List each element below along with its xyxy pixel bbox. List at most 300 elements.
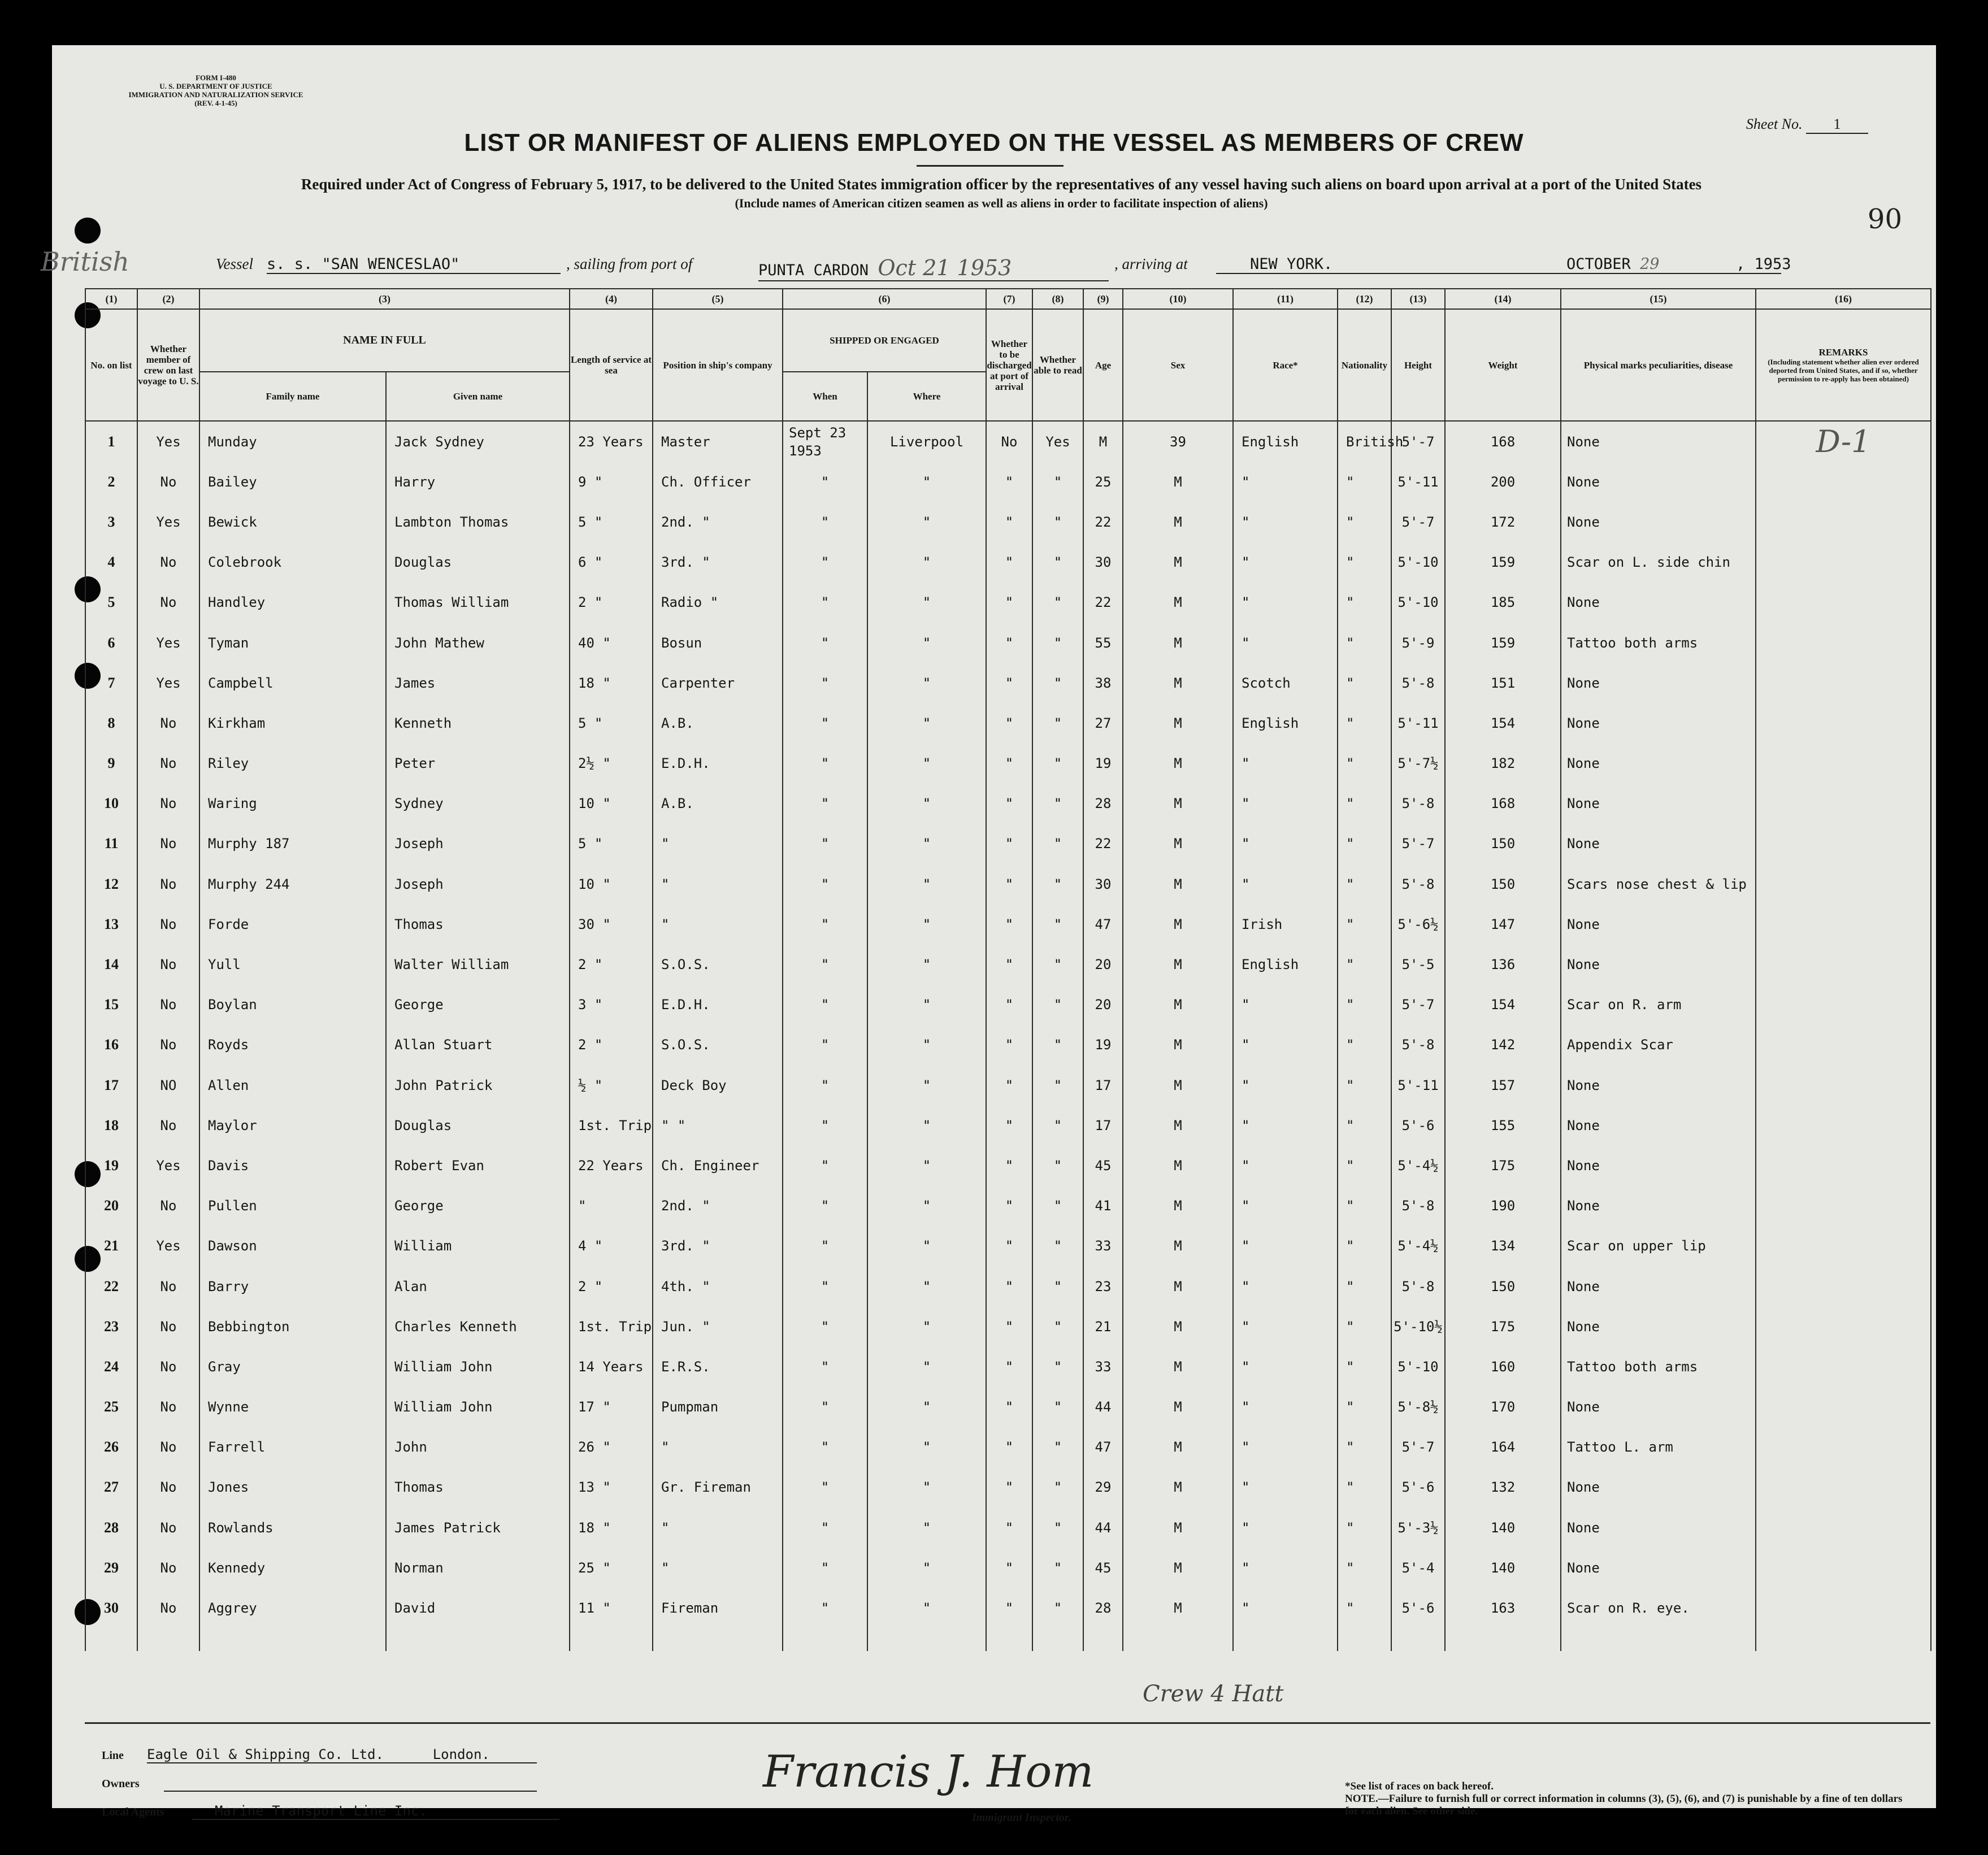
physical-marks: Scar on upper lip [1561, 1226, 1756, 1266]
sex: M [1123, 1588, 1233, 1628]
inspector-action [1756, 1548, 1931, 1588]
vessel-label: Vessel [216, 255, 253, 272]
form-service: IMMIGRATION AND NATURALIZATION SERVICE [128, 90, 303, 99]
nationality: " [1338, 623, 1391, 663]
remarks-note: (Including statement whether alien ever ordered deported from United States, and if so, whether permission to re-apply has been obtained) [1768, 358, 1919, 383]
weight: 200 [1445, 462, 1561, 502]
discharged: " [986, 944, 1032, 984]
table-row [85, 703, 1931, 743]
height: 5'-5 [1391, 944, 1445, 984]
shipped-where: " [867, 1226, 986, 1266]
sex: M [1123, 1346, 1233, 1387]
last-voyage: No [137, 744, 199, 784]
family-name: Kennedy [199, 1548, 386, 1588]
height: 5'-8 [1391, 864, 1445, 904]
able-to-read: " [1032, 663, 1083, 703]
header-nationality: Nationality [1338, 309, 1391, 421]
row-number: 12 [85, 864, 137, 904]
sex: M [1123, 1387, 1233, 1427]
height: 5'-11 [1391, 1065, 1445, 1105]
given-name: John Patrick [386, 1065, 570, 1105]
weight: 154 [1445, 985, 1561, 1025]
last-voyage: No [137, 1025, 199, 1065]
shipped-where: " [867, 1588, 986, 1628]
position: Carpenter [653, 663, 783, 703]
position: Ch. Engineer [653, 1145, 783, 1185]
weight: 140 [1445, 1508, 1561, 1548]
shipped-where: " [867, 1266, 986, 1306]
given-name: Douglas [386, 1105, 570, 1145]
inspector-action [1756, 864, 1931, 904]
physical-marks: None [1561, 1387, 1756, 1427]
able-to-read: " [1032, 904, 1083, 944]
family-name: Forde [199, 904, 386, 944]
height: 5'-4½ [1391, 1226, 1445, 1266]
length-of-service: 18 " [570, 1508, 653, 1548]
col-num-2: (2) [137, 289, 199, 309]
discharged: " [986, 583, 1032, 623]
header-sex: Sex [1123, 309, 1233, 421]
able-to-read: " [1032, 1467, 1083, 1508]
table-row [85, 1306, 1931, 1346]
weight: 159 [1445, 623, 1561, 663]
length-of-service: 2½ " [570, 744, 653, 784]
last-voyage: No [137, 1548, 199, 1588]
given-name: Allan Stuart [386, 1025, 570, 1065]
weight: 142 [1445, 1025, 1561, 1065]
race: English [1233, 944, 1338, 984]
given-name: Joseph [386, 824, 570, 864]
height: 5'-10 [1391, 542, 1445, 583]
able-to-read: " [1032, 744, 1083, 784]
discharged: " [986, 1548, 1032, 1588]
shipped-where: Liverpool [867, 421, 986, 462]
table-row [85, 623, 1931, 663]
able-to-read: " [1032, 1306, 1083, 1346]
table-row [85, 1025, 1931, 1065]
row-number: 9 [85, 744, 137, 784]
weight: 136 [1445, 944, 1561, 984]
nationality: " [1338, 904, 1391, 944]
sex: M [1123, 1427, 1233, 1467]
sheet-label: Sheet No. [1746, 116, 1803, 132]
sex: M [1123, 784, 1233, 824]
physical-marks: None [1561, 462, 1756, 502]
age: 47 [1083, 1427, 1123, 1467]
height: 5'-8 [1391, 1186, 1445, 1226]
row-number: 25 [85, 1387, 137, 1427]
shipped-where: " [867, 542, 986, 583]
row-number: 14 [85, 944, 137, 984]
length-of-service: 30 " [570, 904, 653, 944]
blank-cell [199, 1628, 386, 1651]
page-title: LIST OR MANIFEST OF ALIENS EMPLOYED ON THE VESSEL AS MEMBERS OF CREW [464, 129, 1524, 157]
inspector-action [1756, 1588, 1931, 1628]
table-row [85, 1548, 1931, 1588]
position: " " [653, 1105, 783, 1145]
able-to-read: " [1032, 784, 1083, 824]
age: 29 [1083, 1467, 1123, 1508]
shipped-where: " [867, 1306, 986, 1346]
family-name: Colebrook [199, 542, 386, 583]
given-name: George [386, 985, 570, 1025]
sex: M [1123, 1467, 1233, 1508]
last-voyage: No [137, 864, 199, 904]
inspector-signature: Francis J. Hom [763, 1747, 1094, 1797]
age: 30 [1083, 864, 1123, 904]
able-to-read: " [1032, 944, 1083, 984]
header-where: Where [867, 372, 986, 421]
age: 44 [1083, 1387, 1123, 1427]
race: " [1233, 744, 1338, 784]
given-name: Harry [386, 462, 570, 502]
given-name: John Mathew [386, 623, 570, 663]
discharged: " [986, 1105, 1032, 1145]
age: 41 [1083, 1186, 1123, 1226]
length-of-service: 3 " [570, 985, 653, 1025]
weight: 175 [1445, 1145, 1561, 1185]
given-name: George [386, 1186, 570, 1226]
given-name: Jack Sydney [386, 421, 570, 462]
given-name: William [386, 1226, 570, 1266]
header-name-in-full: NAME IN FULL [199, 309, 570, 372]
owners-line [164, 1775, 537, 1792]
shipped-where: " [867, 1145, 986, 1185]
sex: M [1123, 1105, 1233, 1145]
inspector-label: Immigrant Inspector. [972, 1811, 1071, 1824]
punch-hole [75, 218, 101, 244]
row-number: 1 [85, 421, 137, 462]
remarks-title: REMARKS [1818, 347, 1868, 358]
sex: M [1123, 663, 1233, 703]
physical-marks: None [1561, 1467, 1756, 1508]
discharged: " [986, 1266, 1032, 1306]
family-name: Riley [199, 744, 386, 784]
family-name: Royds [199, 1025, 386, 1065]
shipped-when: Sept 23 1953 [783, 421, 867, 462]
sex: M [1123, 1226, 1233, 1266]
height: 5'-6½ [1391, 904, 1445, 944]
shipped-when: " [783, 1025, 867, 1065]
height: 5'-6 [1391, 1105, 1445, 1145]
able-to-read: " [1032, 1105, 1083, 1145]
table-row [85, 1186, 1931, 1226]
discharged: " [986, 744, 1032, 784]
port-text: PUNTA CARDON [758, 262, 869, 279]
age: M [1083, 421, 1123, 462]
physical-marks: None [1561, 784, 1756, 824]
nationality: " [1338, 1306, 1391, 1346]
last-voyage: No [137, 784, 199, 824]
inspector-action [1756, 1467, 1931, 1508]
family-name: Jones [199, 1467, 386, 1508]
height: 5'-7 [1391, 824, 1445, 864]
age: 19 [1083, 1025, 1123, 1065]
nationality: " [1338, 1145, 1391, 1185]
sheet-value: 1 [1806, 116, 1868, 134]
able-to-read: " [1032, 1387, 1083, 1427]
row-number: 18 [85, 1105, 137, 1145]
col-num-9: (9) [1083, 289, 1123, 309]
table-row [85, 583, 1931, 623]
table-row [85, 1387, 1931, 1427]
discharged: " [986, 784, 1032, 824]
last-voyage: Yes [137, 663, 199, 703]
race: Scotch [1233, 663, 1338, 703]
row-number: 17 [85, 1065, 137, 1105]
length-of-service: 5 " [570, 824, 653, 864]
height: 5'-11 [1391, 703, 1445, 743]
sex: M [1123, 1145, 1233, 1185]
length-of-service: 10 " [570, 784, 653, 824]
shipped-where: " [867, 864, 986, 904]
weight: 147 [1445, 904, 1561, 944]
height: 5'-10½ [1391, 1306, 1445, 1346]
handwritten-crew-note: Crew 4 Hatt [1143, 1681, 1284, 1707]
sex: M [1123, 824, 1233, 864]
inspector-action [1756, 1186, 1931, 1226]
given-name: Robert Evan [386, 1145, 570, 1185]
weight: 151 [1445, 663, 1561, 703]
col-num-4: (4) [570, 289, 653, 309]
row-number: 29 [85, 1548, 137, 1588]
inspector-action [1756, 1306, 1931, 1346]
col-num-16: (16) [1756, 289, 1931, 309]
shipped-where: " [867, 904, 986, 944]
sex: M [1123, 744, 1233, 784]
able-to-read: " [1032, 542, 1083, 583]
race: " [1233, 1306, 1338, 1346]
discharged: " [986, 663, 1032, 703]
last-voyage: No [137, 1266, 199, 1306]
discharged: " [986, 1467, 1032, 1508]
able-to-read: " [1032, 502, 1083, 542]
position: E.D.H. [653, 744, 783, 784]
position: Ch. Officer [653, 462, 783, 502]
given-name: James Patrick [386, 1508, 570, 1548]
race: " [1233, 985, 1338, 1025]
height: 5'-3½ [1391, 1508, 1445, 1548]
shipped-where: " [867, 784, 986, 824]
given-name: Douglas [386, 542, 570, 583]
length-of-service: 22 Years [570, 1145, 653, 1185]
shipped-when: " [783, 1306, 867, 1346]
last-voyage: No [137, 1387, 199, 1427]
able-to-read: " [1032, 462, 1083, 502]
position: " [653, 904, 783, 944]
age: 19 [1083, 744, 1123, 784]
discharged: No [986, 421, 1032, 462]
row-number: 19 [85, 1145, 137, 1185]
shipped-where: " [867, 944, 986, 984]
blank-cell [85, 1628, 137, 1651]
nationality: " [1338, 944, 1391, 984]
discharged: " [986, 1306, 1032, 1346]
row-number: 3 [85, 502, 137, 542]
physical-marks: Tattoo both arms [1561, 623, 1756, 663]
physical-marks: Scar on R. arm [1561, 985, 1756, 1025]
table-row [85, 663, 1931, 703]
row-number: 2 [85, 462, 137, 502]
nationality: " [1338, 542, 1391, 583]
family-name: Dawson [199, 1226, 386, 1266]
length-of-service: 2 " [570, 944, 653, 984]
blank-cell [986, 1628, 1032, 1651]
header-when: When [783, 372, 867, 421]
discharged: " [986, 1508, 1032, 1548]
last-voyage: No [137, 1186, 199, 1226]
shipped-where: " [867, 462, 986, 502]
header-family-name: Family name [199, 372, 386, 421]
nationality: " [1338, 1387, 1391, 1427]
last-voyage: No [137, 824, 199, 864]
physical-marks: None [1561, 421, 1756, 462]
col-num-6: (6) [783, 289, 986, 309]
race: " [1233, 1186, 1338, 1226]
nationality: " [1338, 1346, 1391, 1387]
inspector-action [1756, 542, 1931, 583]
shipped-when: " [783, 1186, 867, 1226]
sex: M [1123, 1065, 1233, 1105]
footer [85, 1722, 1930, 1824]
position: Jun. " [653, 1306, 783, 1346]
agents-label: Local Agents [102, 1806, 164, 1818]
physical-marks: Scars nose chest & lip [1561, 864, 1756, 904]
nationality: " [1338, 1588, 1391, 1628]
position: S.O.S. [653, 1025, 783, 1065]
col-num-15: (15) [1561, 289, 1756, 309]
footer-owners [102, 1775, 554, 1791]
subtitle-instruction: (Include names of American citizen seamen as well as aliens in order to facilitate inspection of aliens) [735, 196, 1268, 210]
form-identifier [75, 73, 357, 107]
col-num-13: (13) [1391, 289, 1445, 309]
given-name: Walter William [386, 944, 570, 984]
subtitle-requirement: Required under Act of Congress of February 5, 1917, to be delivered to the United States immigration officer by the representatives of any vessel having such aliens on board upon arrival at a port of the United States [301, 176, 1702, 193]
arrival-port: NEW YORK. [1216, 255, 1544, 274]
weight: 163 [1445, 1588, 1561, 1628]
inspector-action [1756, 1387, 1931, 1427]
table-row [85, 985, 1931, 1025]
nationality: " [1338, 462, 1391, 502]
family-name: Tyman [199, 623, 386, 663]
length-of-service: ½ " [570, 1065, 653, 1105]
table-row [85, 462, 1931, 502]
sex: M [1123, 985, 1233, 1025]
family-name: Kirkham [199, 703, 386, 743]
discharged: " [986, 985, 1032, 1025]
age: 23 [1083, 1266, 1123, 1306]
footer-agents [102, 1803, 554, 1819]
physical-marks: None [1561, 1508, 1756, 1548]
blank-cell [1561, 1628, 1756, 1651]
inspector-action [1756, 744, 1931, 784]
departure-port [758, 255, 1109, 281]
age: 22 [1083, 824, 1123, 864]
weight: 150 [1445, 824, 1561, 864]
shipped-where: " [867, 1387, 986, 1427]
shipped-where: " [867, 1467, 986, 1508]
discharged: " [986, 1025, 1032, 1065]
manifest-page [41, 45, 1936, 1824]
sex: M [1123, 583, 1233, 623]
length-of-service: 2 " [570, 1266, 653, 1306]
able-to-read: " [1032, 583, 1083, 623]
last-voyage: No [137, 985, 199, 1025]
age: 30 [1083, 542, 1123, 583]
position: " [653, 1427, 783, 1467]
nationality: " [1338, 703, 1391, 743]
inspector-action: D-1 [1756, 421, 1931, 462]
nationality: " [1338, 583, 1391, 623]
shipped-where: " [867, 502, 986, 542]
header-able-read: Whether able to read [1032, 309, 1083, 421]
given-name: Kenneth [386, 703, 570, 743]
row-number: 16 [85, 1025, 137, 1065]
handwritten-day: 29 [1640, 255, 1660, 273]
shipped-where: " [867, 623, 986, 663]
given-name: Norman [386, 1548, 570, 1588]
height: 5'-7 [1391, 502, 1445, 542]
physical-marks: None [1561, 904, 1756, 944]
line-value: Eagle Oil & Shipping Co. Ltd. London. [147, 1747, 537, 1763]
family-name: Munday [199, 421, 386, 462]
physical-marks: None [1561, 1145, 1756, 1185]
race: " [1233, 1025, 1338, 1065]
row-number: 21 [85, 1226, 137, 1266]
row-number: 27 [85, 1467, 137, 1508]
height: 5'-8 [1391, 784, 1445, 824]
position: " [653, 864, 783, 904]
last-voyage: No [137, 583, 199, 623]
physical-marks: None [1561, 1065, 1756, 1105]
table-row [85, 1588, 1931, 1628]
table-row [85, 1105, 1931, 1145]
length-of-service: 6 " [570, 542, 653, 583]
col-num-10: (10) [1123, 289, 1233, 309]
able-to-read: " [1032, 864, 1083, 904]
nationality: " [1338, 1065, 1391, 1105]
length-of-service: 23 Years [570, 421, 653, 462]
nationality: " [1338, 1025, 1391, 1065]
table-row [85, 944, 1931, 984]
weight: 168 [1445, 784, 1561, 824]
arrival-year: , 1953 [1736, 255, 1791, 273]
race: " [1233, 462, 1338, 502]
nationality: " [1338, 864, 1391, 904]
position: Master [653, 421, 783, 462]
discharged: " [986, 462, 1032, 502]
last-voyage: No [137, 1105, 199, 1145]
position: 2nd. " [653, 502, 783, 542]
race: " [1233, 1427, 1338, 1467]
able-to-read: " [1032, 985, 1083, 1025]
nationality: " [1338, 1467, 1391, 1508]
sex: M [1123, 703, 1233, 743]
header-length-service: Length of service at sea [570, 309, 653, 421]
sailing-label: , sailing from port of [566, 255, 693, 272]
able-to-read: " [1032, 1145, 1083, 1185]
race: " [1233, 864, 1338, 904]
weight: 160 [1445, 1346, 1561, 1387]
inspector-action [1756, 1427, 1931, 1467]
blank-cell [1083, 1628, 1123, 1651]
discharged: " [986, 904, 1032, 944]
table-row [85, 1226, 1931, 1266]
discharged: " [986, 502, 1032, 542]
height: 5'-8½ [1391, 1387, 1445, 1427]
col-num-11: (11) [1233, 289, 1338, 309]
length-of-service: 9 " [570, 462, 653, 502]
